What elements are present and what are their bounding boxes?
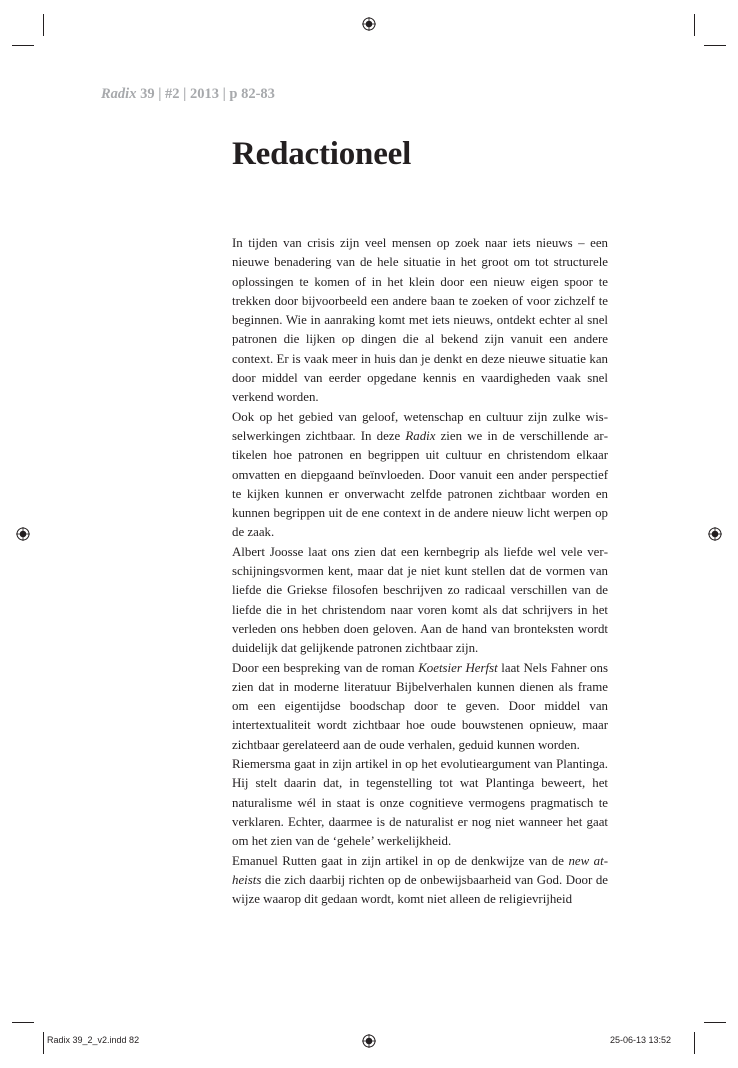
slug-datetime: 25-06-13 13:52 (610, 1035, 672, 1045)
text-run: zien we in de verschillende artikelen hoe patronen en begrippen uit cultuur en christendom elkaar omvatten en diepgaand beïnvloeden. Door vanuit een ander perspectief te kijken kunnen er onverwacht zelfde patronen zichtbaar worden en kunnen begrippen uit de ene context in de andere nieuw licht werpen op de zaak. (232, 428, 608, 540)
body-paragraph: Albert Joosse laat ons zien dat een kernbegrip als liefde wel vele verschijningsvormen kent, maar dat je niet kunt stellen dat de vormen van liefde die Griekse filosofen beschrijven zo radicaal verschillen van de liefde die in het christendom naar voren komt als dat schrijvers in het verleden ons hebben doen geloven. Aan de hand van bronteksten wordt duidelijk dat gelijkende patronen zichtbaar zijn. (232, 544, 608, 656)
article-body (232, 234, 608, 909)
body-paragraph (232, 852, 608, 910)
registration-mark-icon (16, 527, 30, 541)
crop-mark (43, 14, 44, 36)
slug-filename: Radix 39_2_v2.indd 82 (47, 1035, 140, 1045)
issue-info: 39 | #2 | 2013 | p 82-83 (136, 86, 275, 102)
text-run: Ook op het gebied van geloof, wetenschap en cultuur zijn zulke wisselwerkingen zichtbaar. In deze (232, 409, 608, 443)
crop-mark (43, 1032, 44, 1054)
crop-mark (704, 45, 726, 46)
text-run: laat Nels Fahner ons zien dat in moderne literatuur Bijbelverhalen kunnen dienen als frame om een eigentijdse boodschap door te geven. Door middel van intertextualiteit wordt zichtbaar hoe oude bouwstenen opnieuw, maar zichtbaar gerelateerd aan de oude verhalen, geduid kunnen worden. (232, 660, 608, 752)
italic-term: Radix (405, 428, 436, 443)
page-title: Redactioneel (232, 136, 412, 172)
body-paragraph: In tijden van crisis zijn veel mensen op zoek naar iets nieuws – een nieuwe benadering van de hele situatie in het groot om tot structurele oplossingen te komen of in het klein door een nieuw eigen spoor te trekken door bijvoorbeeld een andere baan te zoeken of voor zichzelf te beginnen. Wie in aanraking komt met iets nieuws, ontdekt echter al snel patronen die lijken op dingen die al bekend zijn vanuit een andere context. Er is vaak meer in huis dan je denkt en deze nieuwe situatie kan door middel van eerder opgedane kennis en vaardigheden vaak snel verkend worden. (232, 236, 608, 405)
running-head (101, 86, 275, 103)
crop-mark (704, 1022, 726, 1023)
italic-term: new atheists (232, 853, 608, 887)
text-run: Emanuel Rutten gaat in zijn artikel in op de denkwijze van de (232, 853, 569, 868)
registration-mark-icon (362, 17, 376, 31)
italic-term: Koetsier Herfst (418, 660, 498, 675)
registration-mark-icon (708, 527, 722, 541)
text-run: Door een bespreking van de roman (232, 660, 419, 675)
body-paragraph (232, 659, 608, 755)
crop-mark (694, 1032, 695, 1054)
journal-name: Radix (101, 86, 137, 102)
text-run: die zich daarbij richten op de onbewijsbaarheid van God. Door de wijze waarop dit gedaan wordt, komt niet alleen de religievrijheid (232, 872, 608, 907)
body-paragraph: Riemersma gaat in zijn artikel in op het evolutieargument van Plantinga. Hij stelt daarin dat, in tegenstelling tot wat Plantinga beweert, het naturalisme wél in staat is onze cognitieve vermogens pragmatisch te verklaren. Echter, daarmee is de naturalist er nog niet wanneer het gaat om het zien van de ‘gehele’ werkelijkheid. (232, 757, 608, 849)
crop-mark (12, 45, 34, 46)
registration-mark-icon (362, 1034, 376, 1048)
crop-mark (694, 14, 695, 36)
body-paragraph (232, 408, 608, 543)
crop-mark (12, 1022, 34, 1023)
